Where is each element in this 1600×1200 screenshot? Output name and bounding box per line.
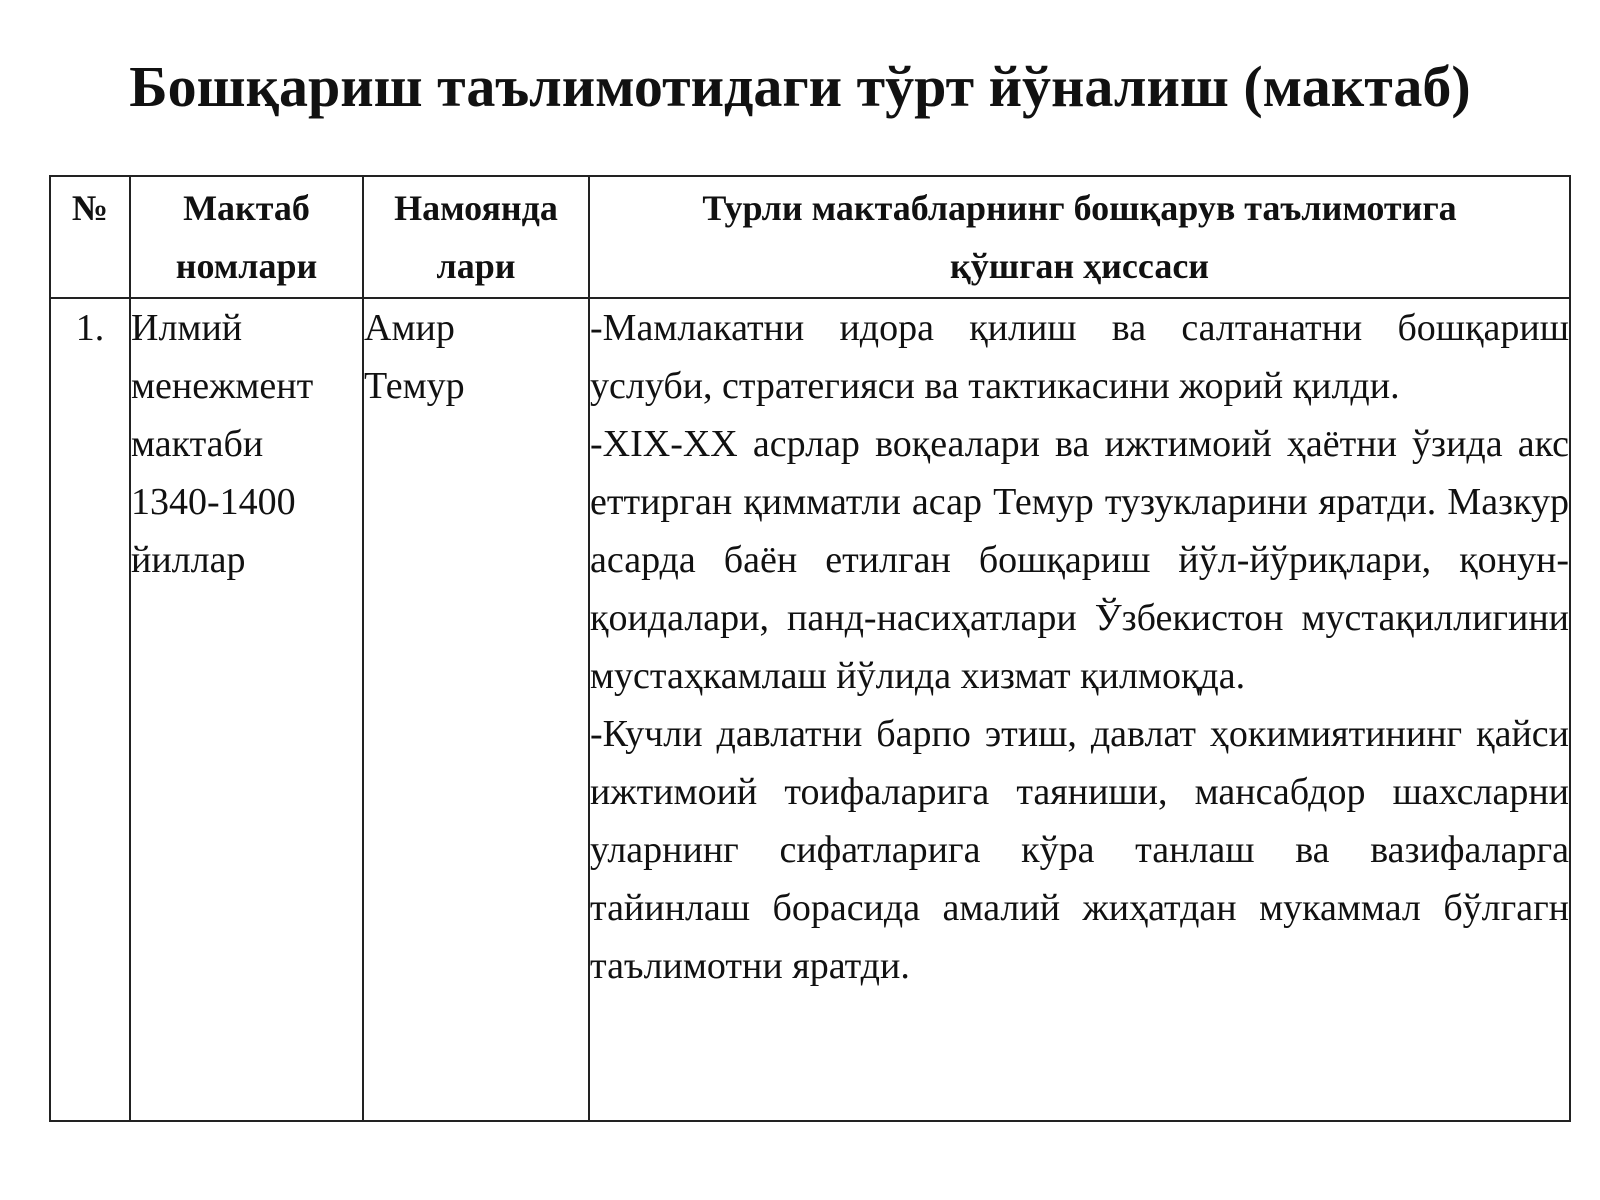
- header-school-line: номлари: [175, 246, 318, 286]
- contribution-cell: [589, 298, 1570, 1121]
- row-number: 1.: [50, 298, 130, 1121]
- schools-table: [49, 175, 1571, 1122]
- representative-cell: [363, 298, 589, 1121]
- contribution-paragraph: -Кучли давлатни барпо этиш, давлат ҳокимиятининг қайси ижтимоий тоифаларига таяниши, мансабдор шахсларни уларнинг сифатларига кўра танлаш ва вазифаларга тайинлаш борасида амалий жиҳатдан мукаммал бўлгагн таълимотни яратди.: [590, 713, 1569, 987]
- page-title: Бошқариш таълимотидаги тўрт йўналиш (мактаб): [129, 54, 1471, 119]
- header-representatives-line: лари: [436, 246, 516, 286]
- header-school-line: Мактаб: [183, 188, 310, 228]
- school-name-line: Илмий: [131, 307, 243, 349]
- header-contribution-line: Турли мактабларнинг бошқарув таълимотига: [702, 188, 1457, 228]
- header-contribution: [589, 176, 1570, 298]
- school-period-line: 1340-1400: [131, 481, 296, 523]
- header-representatives: [363, 176, 589, 298]
- contribution-paragraph: -XIX-XX асрлар воқеалари ва ижтимоий ҳаётни ўзида акс еттирган қимматли асар Темур тузукларини яратди. Мазкур асарда баён етилган бошқариш йўл-йўриқлари, қонун-қоидалари, панд-насиҳатлари Ўзбекистон мустақиллигини мустаҳкамлаш йўлида хизмат қилмоқда.: [590, 423, 1569, 697]
- school-period-line: йиллар: [131, 539, 246, 581]
- school-name-cell: [130, 298, 363, 1121]
- school-name-line: мактаби: [131, 423, 264, 465]
- table-row: [50, 298, 1570, 1121]
- school-name-line: менежмент: [131, 365, 314, 407]
- header-number-label: №: [71, 188, 109, 228]
- header-representatives-line: Намоянда: [394, 188, 558, 228]
- header-school-names: [130, 176, 363, 298]
- contribution-paragraph: -Мамлакатни идора қилиш ва салтанатни бошқариш услуби, стратегияси ва тактикасини жорий қилди.: [590, 307, 1569, 407]
- table-header-row: [50, 176, 1570, 298]
- header-number: [50, 176, 130, 298]
- representative-name-line: Амир: [364, 307, 455, 349]
- representative-name-line: Темур: [364, 365, 465, 407]
- header-contribution-line: қўшган ҳиссаси: [949, 246, 1210, 286]
